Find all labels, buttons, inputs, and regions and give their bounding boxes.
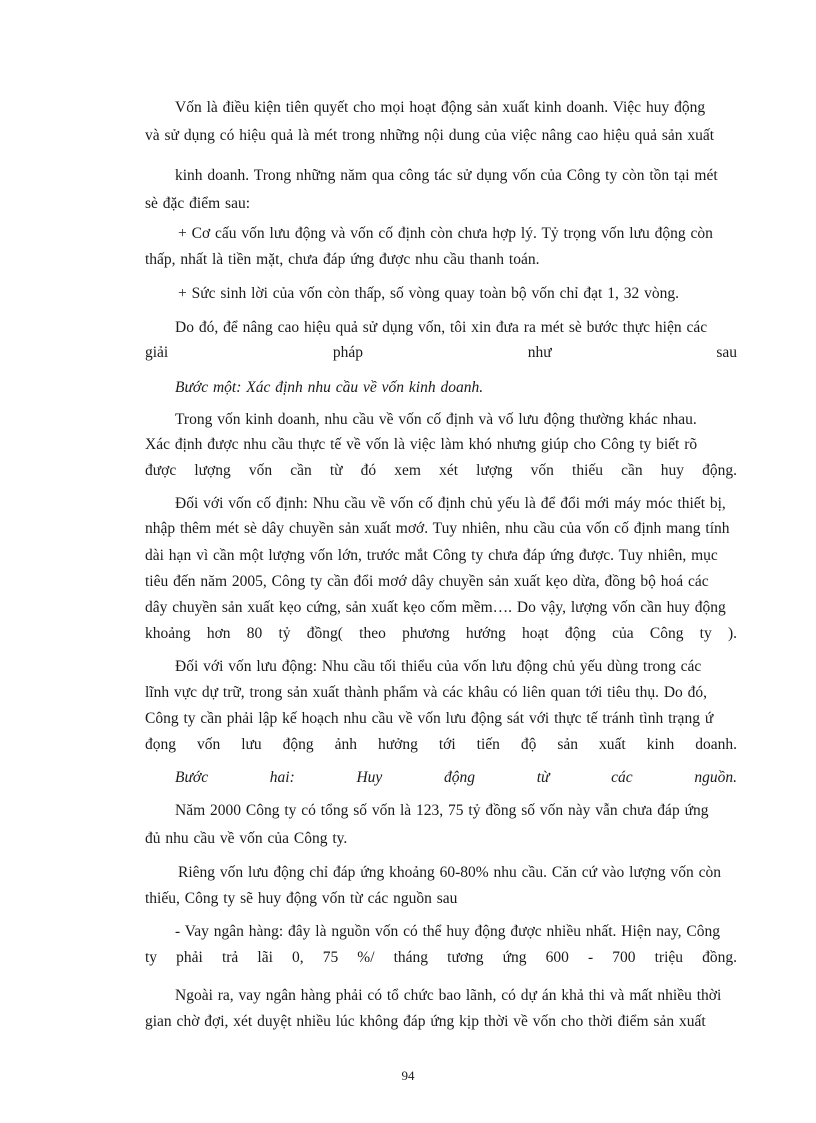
text-line: Trong vốn kinh doanh, nhu cầu về vốn cố định và vố lưu động thường khác nhau. xyxy=(175,411,697,428)
section-heading: Bước hai: Huy động từ các nguồn. xyxy=(175,769,737,786)
text-line: lĩnh vực dự trữ, trong sản xuất thành phẩm và các khâu có liên quan tới tiêu thụ. Do đó, xyxy=(145,684,708,701)
text-line: + Cơ cấu vốn lưu động và vốn cố định còn chưa hợp lý. Tỷ trọng vốn lưu động còn xyxy=(178,225,713,242)
text-line: Công ty cần phải lập kế hoạch nhu cầu về vốn lưu động sát với thực tế tránh tình trạng ứ xyxy=(145,710,714,727)
text-line: khoảng hơn 80 tỷ đồng( theo phương hướng hoạt động của Công ty ). xyxy=(145,625,737,642)
text-line: tiêu đến năm 2005, Công ty cần đổi mơớ dây chuyền sản xuất kẹo dừa, đồng bộ hoá các xyxy=(145,573,709,590)
text-line: thiếu, Công ty sẽ huy động vốn từ các nguồn sau xyxy=(145,890,458,907)
text-line: ty phải trả lãi 0, 75 %/ tháng tương ứng 600 - 700 triệu đồng. xyxy=(145,949,737,966)
text-line: Ngoài ra, vay ngân hàng phải có tổ chức bao lãnh, có dự án khả thi và mất nhiều thời xyxy=(175,987,722,1004)
text-line: Đối với vốn lưu động: Nhu cầu tối thiểu của vốn lưu động chủ yếu dùng trong các xyxy=(175,658,702,675)
text-line: Vốn là điều kiện tiên quyết cho mọi hoạt động sản xuất kinh doanh. Việc huy động xyxy=(175,99,706,116)
text-line: dây chuyền sản xuất kẹo cứng, sản xuất kẹo cốm mềm…. Do vậy, lượng vốn cần huy động xyxy=(145,599,726,616)
text-line: gian chờ đợi, xét duyệt nhiều lúc không đáp ứng kịp thời về vốn cho thời điểm sản xuất xyxy=(145,1013,706,1030)
text-line: được lượng vốn cần từ đó xem xét lượng vốn thiếu cần huy động. xyxy=(145,462,737,479)
page-number: 94 xyxy=(401,1068,415,1083)
text-line: Do đó, để nâng cao hiệu quả sử dụng vốn, tôi xin đưa ra mét sè bước thực hiện các xyxy=(175,319,708,336)
text-line: kinh doanh. Trong những năm qua công tác sử dụng vốn của Công ty còn tồn tại mét xyxy=(175,167,718,184)
text-line: giải pháp như sau xyxy=(145,344,737,361)
text-line: + Sức sinh lời của vốn còn thấp, số vòng quay toàn bộ vốn chỉ đạt 1, 32 vòng. xyxy=(178,285,679,302)
text-line: đủ nhu cầu về vốn của Công ty. xyxy=(145,830,348,847)
text-line: thấp, nhất là tiền mặt, chưa đáp ứng được nhu cầu thanh toán. xyxy=(145,251,540,268)
text-line: Năm 2000 Công ty có tổng số vốn là 123, 75 tỷ đồng số vốn này vẫn chưa đáp ứng xyxy=(175,802,709,819)
text-line: - Vay ngân hàng: đây là nguồn vốn có thể huy động được nhiều nhất. Hiện nay, Công xyxy=(175,923,720,940)
text-line: và sử dụng có hiệu quả là mét trong những nội dung của việc nâng cao hiệu quả sản xuất xyxy=(145,127,715,144)
text-line: đọng vốn lưu động ảnh hưởng tới tiến độ sản xuất kinh doanh. xyxy=(145,736,737,753)
text-line: Riêng vốn lưu động chỉ đáp ứng khoảng 60-80% nhu cầu. Căn cứ vào lượng vốn còn xyxy=(178,864,721,881)
text-line: Xác định được nhu cầu thực tế về vốn là việc làm khó nhưng giúp cho Công ty biết rõ xyxy=(145,436,698,453)
text-line: nhập thêm mét sè dây chuyền sản xuất mơớ. Tuy nhiên, nhu cầu của vốn cố định mang tính xyxy=(145,520,730,537)
text-line: dài hạn vì cần một lượng vốn lớn, trước mắt Công ty chưa đáp ứng được. Tuy nhiên, mục xyxy=(145,547,718,564)
text-line: Đối với vốn cố định: Nhu cầu về vốn cố định chủ yếu là để đổi mới máy móc thiết bị, xyxy=(175,495,726,512)
text-line: sè đặc điểm sau: xyxy=(145,195,251,212)
section-heading: Bước một: Xác định nhu cầu về vốn kinh doanh. xyxy=(175,379,484,396)
